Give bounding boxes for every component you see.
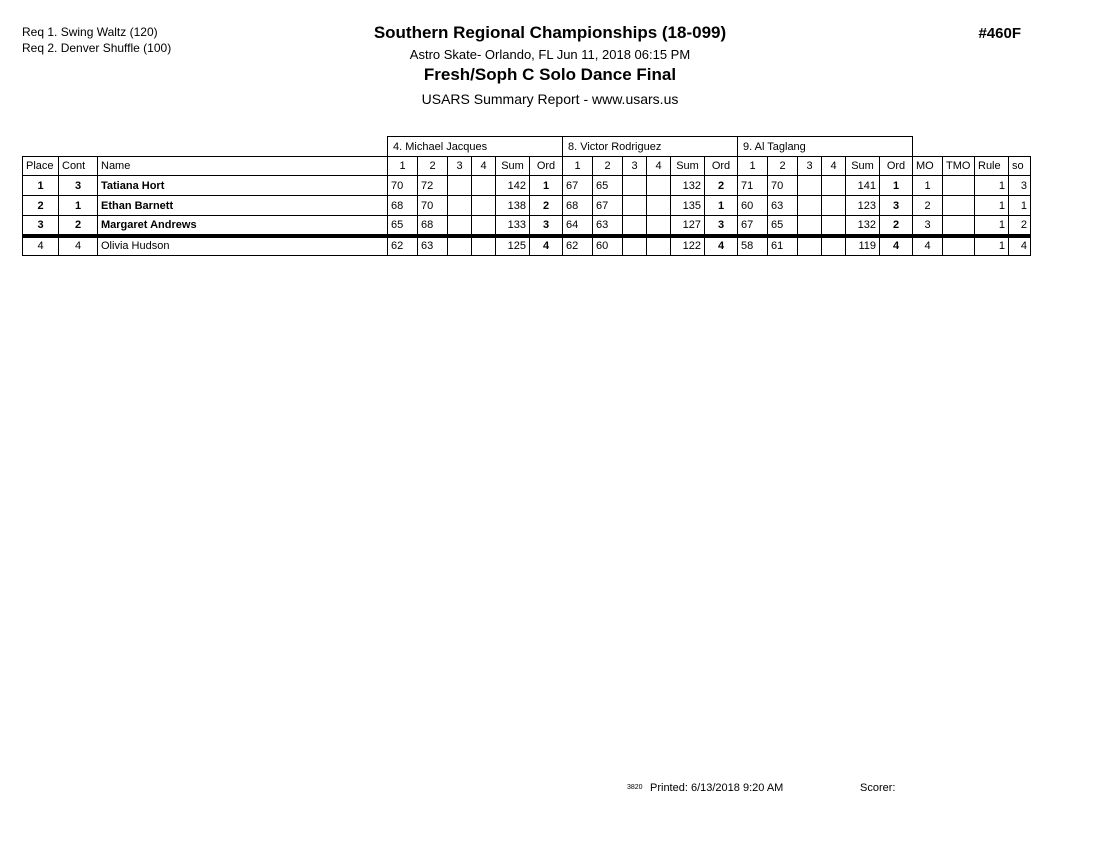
cont-cell: 4 bbox=[59, 236, 98, 256]
rule-cell: 1 bbox=[975, 216, 1009, 236]
sum-cell: 123 bbox=[846, 196, 880, 216]
score-4-cell bbox=[822, 216, 846, 236]
sum-cell: 127 bbox=[671, 216, 705, 236]
column-header: Ord bbox=[880, 157, 913, 176]
sum-cell: 142 bbox=[496, 176, 530, 196]
column-header: 3 bbox=[798, 157, 822, 176]
venue-line: Astro Skate- Orlando, FL Jun 11, 2018 06:15 PM bbox=[409, 47, 691, 62]
result-row bbox=[23, 196, 1031, 216]
mo-cell: 3 bbox=[913, 216, 943, 236]
column-header-row bbox=[23, 157, 1031, 176]
results-table bbox=[22, 136, 1031, 256]
column-header: 1 bbox=[388, 157, 418, 176]
score-1-cell: 64 bbox=[563, 216, 593, 236]
score-2-cell: 63 bbox=[593, 216, 623, 236]
column-header: 4 bbox=[822, 157, 846, 176]
score-3-cell bbox=[448, 196, 472, 216]
rule-cell: 1 bbox=[975, 176, 1009, 196]
name-cell: Tatiana Hort bbox=[98, 176, 388, 196]
score-4-cell bbox=[822, 196, 846, 216]
result-row bbox=[23, 236, 1031, 256]
tmo-cell bbox=[943, 236, 975, 256]
column-header: Ord bbox=[530, 157, 563, 176]
score-1-cell: 68 bbox=[563, 196, 593, 216]
score-4-cell bbox=[472, 176, 496, 196]
column-header: Rule bbox=[975, 157, 1009, 176]
tmo-cell bbox=[943, 176, 975, 196]
sum-cell: 135 bbox=[671, 196, 705, 216]
event-title: Fresh/Soph C Solo Dance Final bbox=[423, 65, 677, 84]
so-cell: 1 bbox=[1009, 196, 1031, 216]
column-header: 2 bbox=[418, 157, 448, 176]
score-3-cell bbox=[448, 236, 472, 256]
report-type: USARS Summary Report - www.usars.us bbox=[421, 91, 679, 107]
score-4-cell bbox=[647, 216, 671, 236]
column-header: 2 bbox=[768, 157, 798, 176]
score-3-cell bbox=[448, 216, 472, 236]
score-3-cell bbox=[623, 216, 647, 236]
sum-cell: 138 bbox=[496, 196, 530, 216]
results-table-container bbox=[22, 136, 1031, 256]
column-header: TMO bbox=[943, 157, 975, 176]
page-title: Southern Regional Championships (18-099) bbox=[373, 23, 727, 42]
ord-cell: 4 bbox=[530, 236, 563, 256]
ord-cell: 1 bbox=[705, 196, 738, 216]
score-1-cell: 65 bbox=[388, 216, 418, 236]
cont-cell: 2 bbox=[59, 216, 98, 236]
required-dance-1: Req 1. Swing Waltz (120) bbox=[22, 25, 158, 39]
judge-name-1: 4. Michael Jacques bbox=[388, 137, 563, 157]
place-cell: 2 bbox=[23, 196, 59, 216]
ord-cell: 4 bbox=[705, 236, 738, 256]
column-header: 3 bbox=[448, 157, 472, 176]
so-cell: 4 bbox=[1009, 236, 1031, 256]
column-header: 1 bbox=[563, 157, 593, 176]
mo-cell: 1 bbox=[913, 176, 943, 196]
column-header: MO bbox=[913, 157, 943, 176]
score-4-cell bbox=[822, 176, 846, 196]
rule-cell: 1 bbox=[975, 236, 1009, 256]
judge-name-2: 8. Victor Rodriguez bbox=[563, 137, 738, 157]
ord-cell: 3 bbox=[705, 216, 738, 236]
ord-cell: 3 bbox=[880, 196, 913, 216]
tmo-cell bbox=[943, 196, 975, 216]
sum-cell: 132 bbox=[846, 216, 880, 236]
score-3-cell bbox=[623, 196, 647, 216]
column-header: so bbox=[1009, 157, 1031, 176]
event-code: #460F bbox=[978, 25, 1021, 42]
place-cell: 4 bbox=[23, 236, 59, 256]
column-header: 4 bbox=[647, 157, 671, 176]
score-2-cell: 67 bbox=[593, 196, 623, 216]
column-header: 3 bbox=[623, 157, 647, 176]
ord-cell: 4 bbox=[880, 236, 913, 256]
judge-name-3: 9. Al Taglang bbox=[738, 137, 913, 157]
score-2-cell: 70 bbox=[768, 176, 798, 196]
score-2-cell: 65 bbox=[593, 176, 623, 196]
ord-cell: 2 bbox=[705, 176, 738, 196]
column-header: Sum bbox=[671, 157, 705, 176]
score-3-cell bbox=[798, 236, 822, 256]
score-1-cell: 70 bbox=[388, 176, 418, 196]
score-3-cell bbox=[623, 236, 647, 256]
so-cell: 3 bbox=[1009, 176, 1031, 196]
score-2-cell: 61 bbox=[768, 236, 798, 256]
name-cell: Ethan Barnett bbox=[98, 196, 388, 216]
score-4-cell bbox=[822, 236, 846, 256]
score-2-cell: 63 bbox=[768, 196, 798, 216]
score-2-cell: 68 bbox=[418, 216, 448, 236]
judge-row-spacer-left bbox=[23, 137, 388, 157]
column-header: 2 bbox=[593, 157, 623, 176]
score-1-cell: 71 bbox=[738, 176, 768, 196]
column-header: Sum bbox=[846, 157, 880, 176]
name-cell: Margaret Andrews bbox=[98, 216, 388, 236]
place-cell: 1 bbox=[23, 176, 59, 196]
column-header: Sum bbox=[496, 157, 530, 176]
score-2-cell: 60 bbox=[593, 236, 623, 256]
score-4-cell bbox=[472, 236, 496, 256]
score-3-cell bbox=[798, 196, 822, 216]
footer-small-code: 3820 bbox=[627, 784, 643, 791]
column-header: Ord bbox=[705, 157, 738, 176]
score-1-cell: 68 bbox=[388, 196, 418, 216]
score-4-cell bbox=[647, 176, 671, 196]
scorer-label: Scorer: bbox=[860, 782, 896, 794]
score-3-cell bbox=[798, 216, 822, 236]
required-dance-2: Req 2. Denver Shuffle (100) bbox=[22, 41, 172, 55]
score-1-cell: 58 bbox=[738, 236, 768, 256]
mo-cell: 4 bbox=[913, 236, 943, 256]
column-header: 4 bbox=[472, 157, 496, 176]
judge-header-row bbox=[23, 137, 1031, 157]
score-1-cell: 62 bbox=[388, 236, 418, 256]
judge-row-spacer-right bbox=[913, 137, 1031, 157]
cont-cell: 3 bbox=[59, 176, 98, 196]
name-cell: Olivia Hudson bbox=[98, 236, 388, 256]
cont-cell: 1 bbox=[59, 196, 98, 216]
score-4-cell bbox=[472, 196, 496, 216]
sum-cell: 119 bbox=[846, 236, 880, 256]
score-2-cell: 72 bbox=[418, 176, 448, 196]
sum-cell: 132 bbox=[671, 176, 705, 196]
place-cell: 3 bbox=[23, 216, 59, 236]
score-2-cell: 70 bbox=[418, 196, 448, 216]
score-4-cell bbox=[647, 196, 671, 216]
score-4-cell bbox=[472, 216, 496, 236]
result-row bbox=[23, 176, 1031, 196]
ord-cell: 3 bbox=[530, 216, 563, 236]
ord-cell: 2 bbox=[530, 196, 563, 216]
tmo-cell bbox=[943, 216, 975, 236]
printed-timestamp: Printed: 6/13/2018 9:20 AM bbox=[650, 782, 784, 794]
column-header: Name bbox=[98, 157, 388, 176]
score-4-cell bbox=[647, 236, 671, 256]
score-3-cell bbox=[448, 176, 472, 196]
score-1-cell: 67 bbox=[563, 176, 593, 196]
sum-cell: 133 bbox=[496, 216, 530, 236]
so-cell: 2 bbox=[1009, 216, 1031, 236]
ord-cell: 1 bbox=[530, 176, 563, 196]
column-header: Place bbox=[23, 157, 59, 176]
mo-cell: 2 bbox=[913, 196, 943, 216]
score-1-cell: 62 bbox=[563, 236, 593, 256]
sum-cell: 141 bbox=[846, 176, 880, 196]
sum-cell: 125 bbox=[496, 236, 530, 256]
rule-cell: 1 bbox=[975, 196, 1009, 216]
result-row bbox=[23, 216, 1031, 236]
score-2-cell: 65 bbox=[768, 216, 798, 236]
ord-cell: 1 bbox=[880, 176, 913, 196]
column-header: Cont bbox=[59, 157, 98, 176]
score-3-cell bbox=[623, 176, 647, 196]
score-1-cell: 60 bbox=[738, 196, 768, 216]
column-header: 1 bbox=[738, 157, 768, 176]
ord-cell: 2 bbox=[880, 216, 913, 236]
score-2-cell: 63 bbox=[418, 236, 448, 256]
sum-cell: 122 bbox=[671, 236, 705, 256]
score-3-cell bbox=[798, 176, 822, 196]
score-1-cell: 67 bbox=[738, 216, 768, 236]
